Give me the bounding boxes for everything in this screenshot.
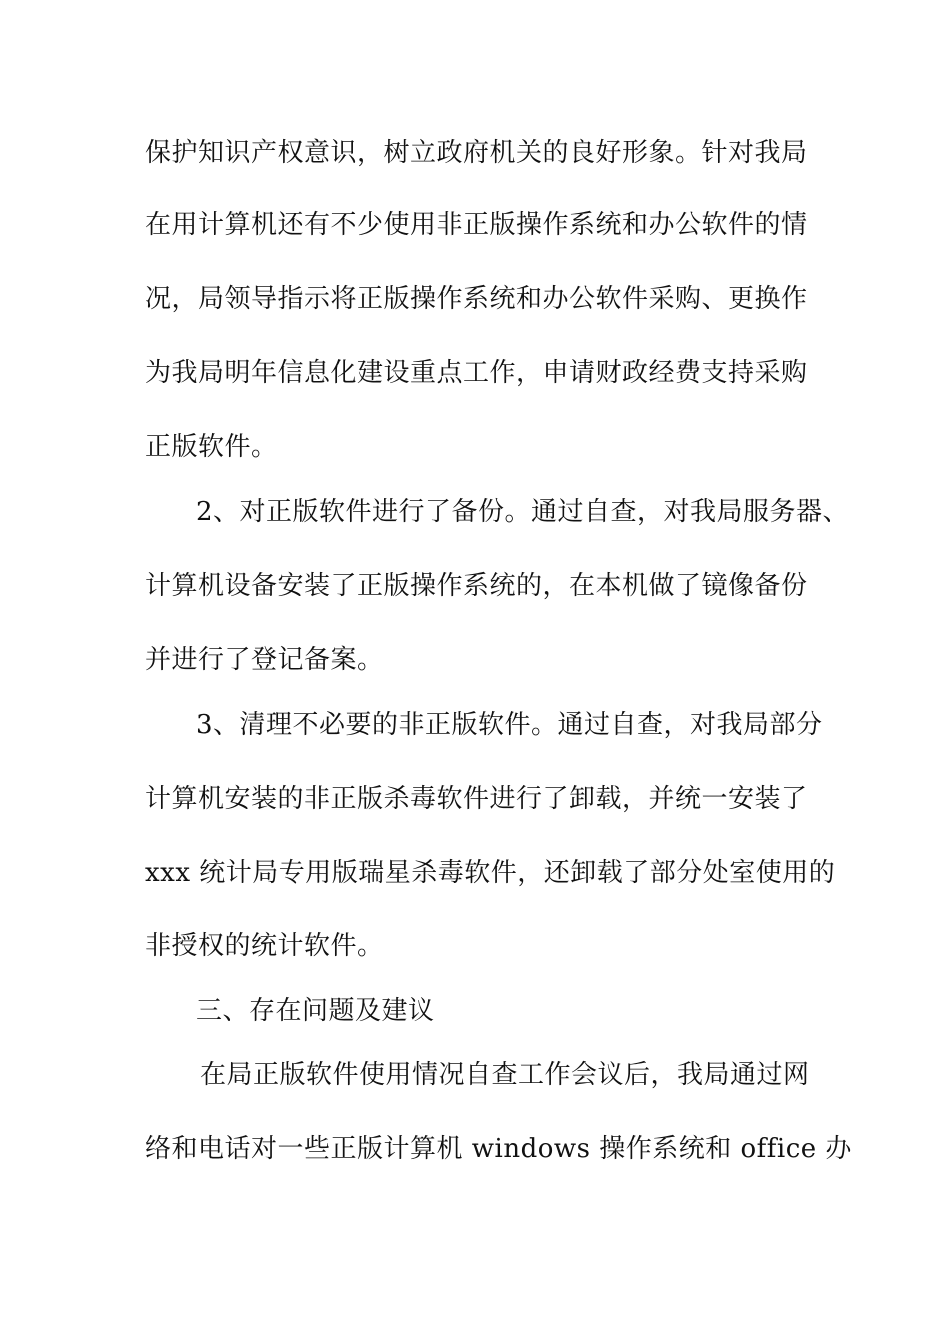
paragraph-line: 2、对正版软件进行了备份。通过自查，对我局服务器、 bbox=[196, 497, 850, 527]
paragraph-line: 正版软件。 bbox=[145, 432, 278, 462]
section-heading: 三、存在问题及建议 bbox=[196, 996, 435, 1026]
paragraph-line: 络和电话对一些正版计算机 windows 操作系统和 office 办 bbox=[145, 1134, 852, 1164]
paragraph-line: 为我局明年信息化建设重点工作，申请财政经费支持采购 bbox=[145, 358, 808, 388]
paragraph-line: 计算机设备安装了正版操作系统的，在本机做了镜像备份 bbox=[145, 571, 808, 601]
paragraph-line: 在局正版软件使用情况自查工作会议后，我局通过网 bbox=[200, 1060, 810, 1090]
paragraph-line: xxx 统计局专用版瑞星杀毒软件，还卸载了部分处室使用的 bbox=[145, 858, 836, 888]
paragraph-line: 并进行了登记备案。 bbox=[145, 645, 384, 675]
paragraph-line: 保护知识产权意识，树立政府机关的良好形象。针对我局 bbox=[145, 138, 808, 168]
paragraph-line: 在用计算机还有不少使用非正版操作系统和办公软件的情 bbox=[145, 210, 808, 240]
paragraph-line: 况，局领导指示将正版操作系统和办公软件采购、更换作 bbox=[145, 284, 808, 314]
paragraph-line: 非授权的统计软件。 bbox=[145, 931, 384, 961]
paragraph-line: 3、清理不必要的非正版软件。通过自查，对我局部分 bbox=[196, 710, 823, 740]
paragraph-line: 计算机安装的非正版杀毒软件进行了卸载，并统一安装了 bbox=[145, 784, 808, 814]
